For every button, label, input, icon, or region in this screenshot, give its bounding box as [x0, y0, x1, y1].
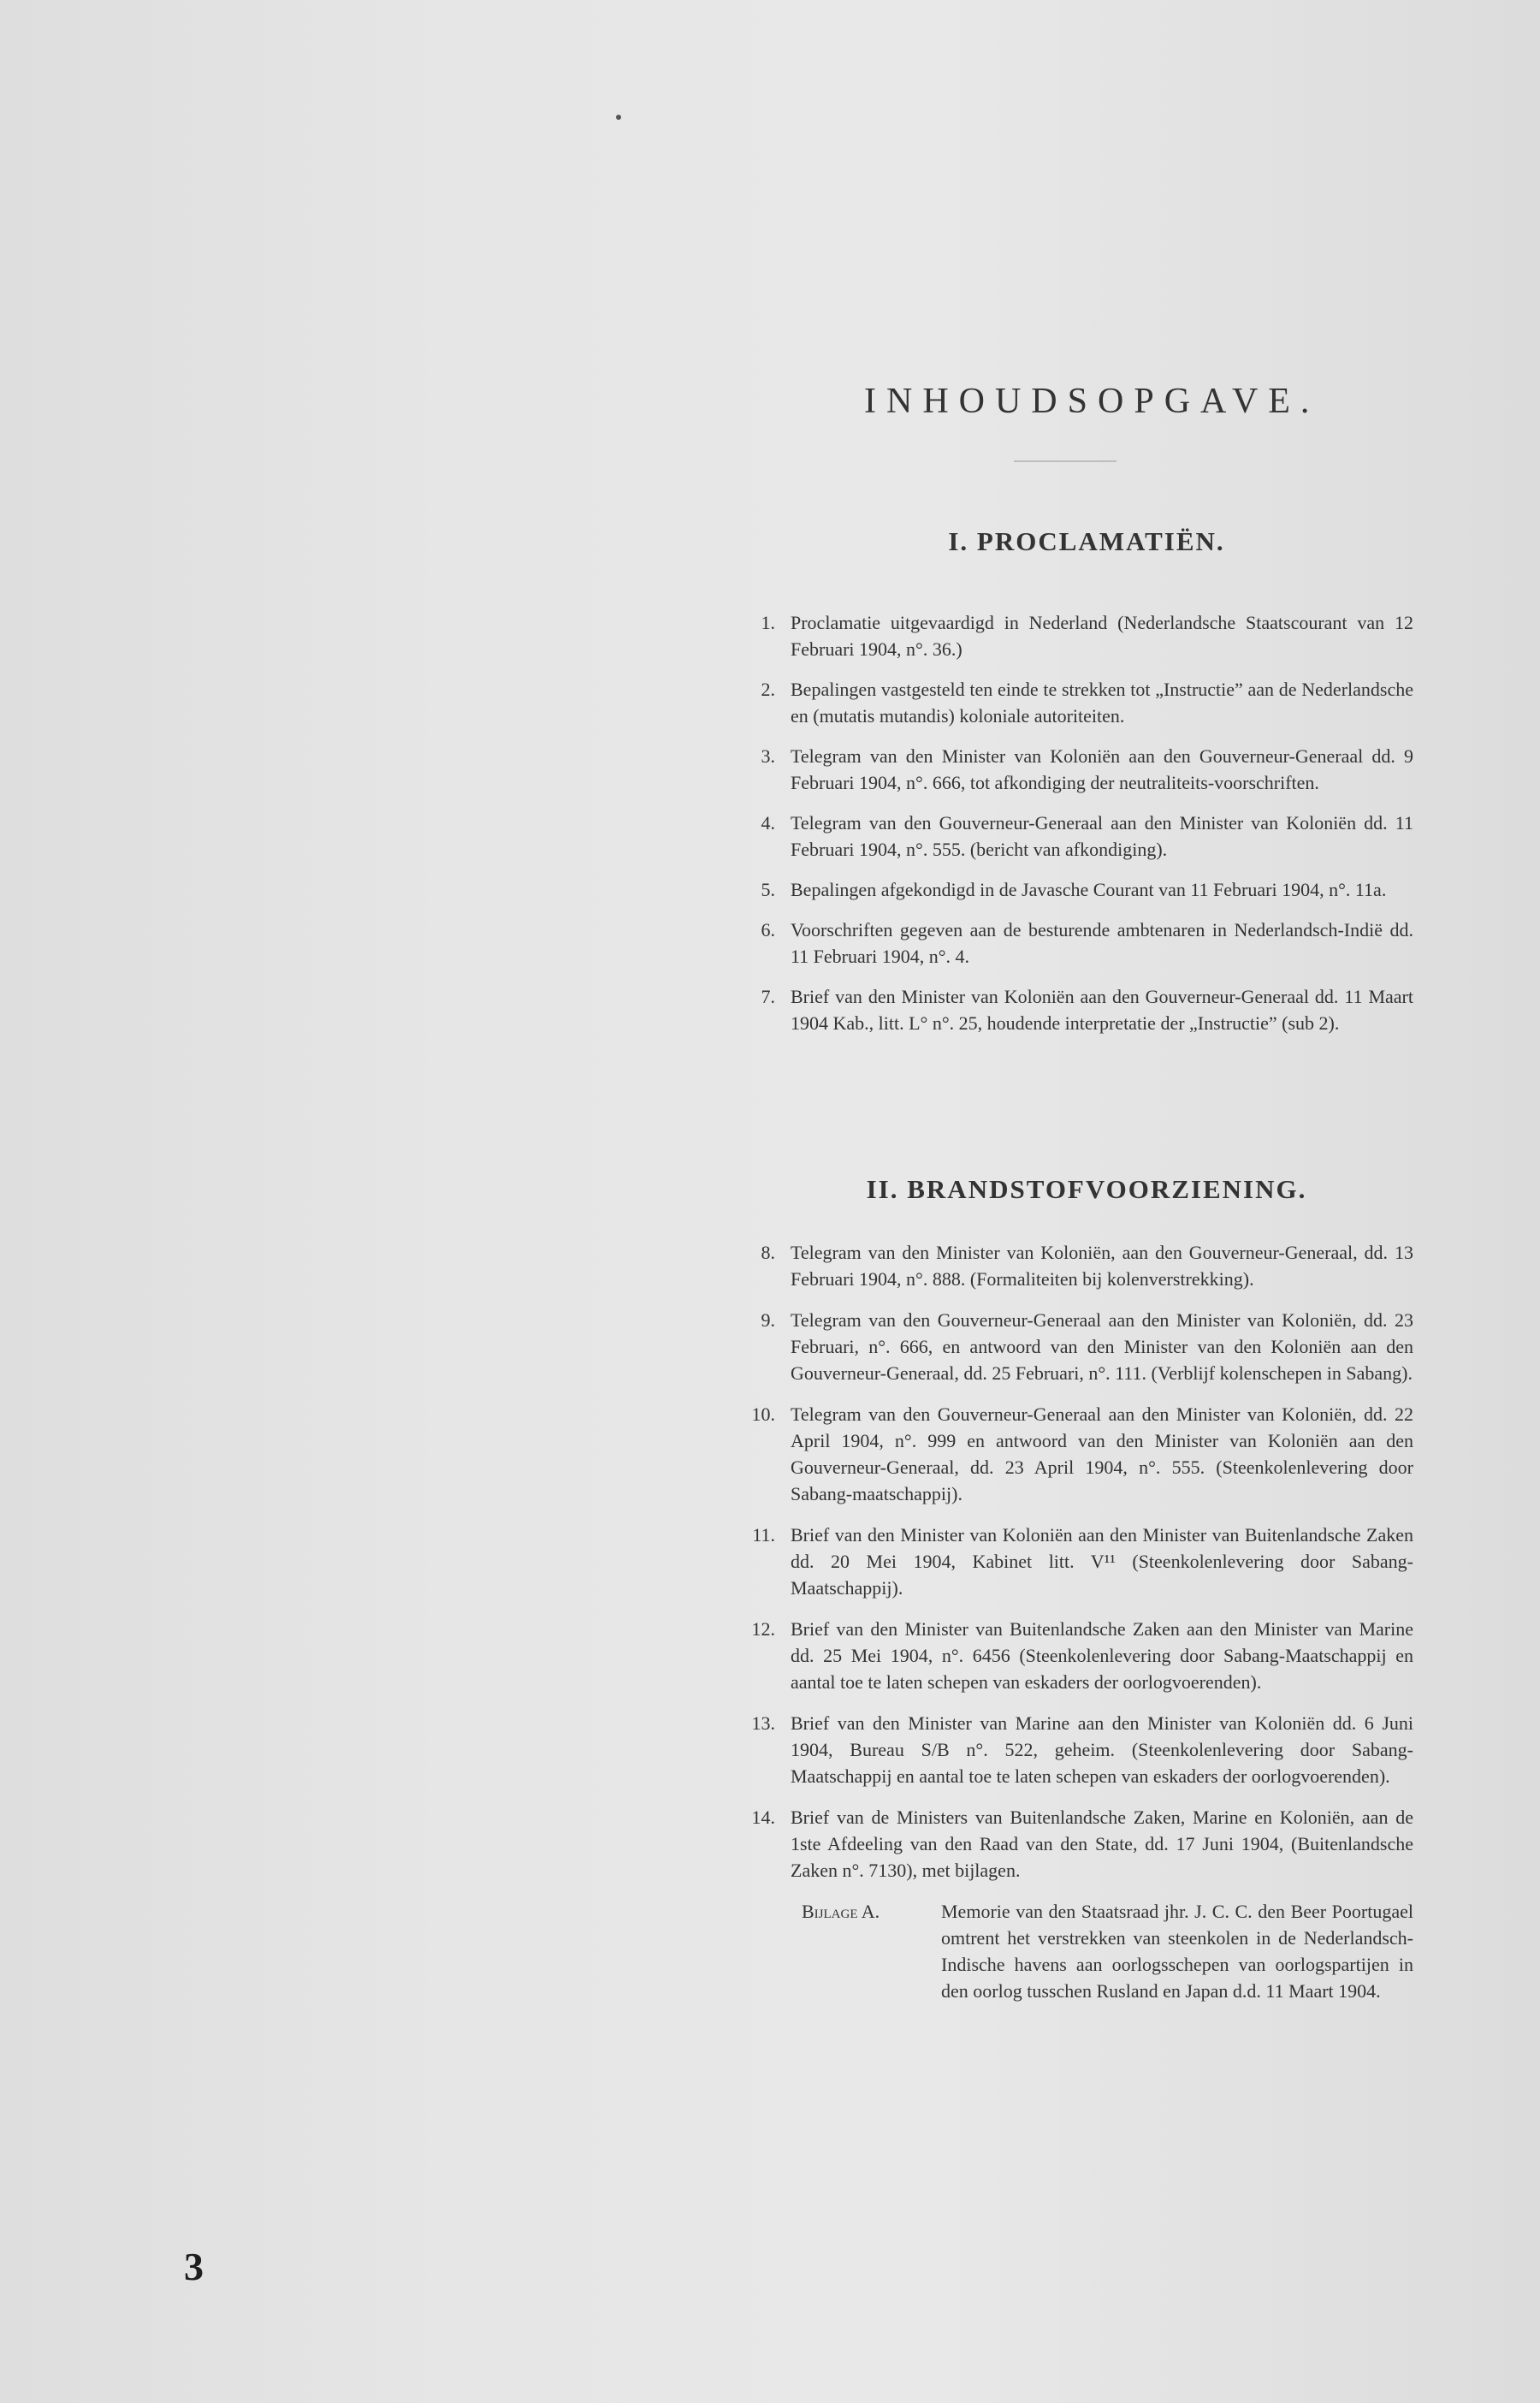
- entry-text: Brief van de Ministers van Buitenlandsche Zaken, Marine en Koloniën, aan de 1ste Afdeeling van den Raad van den State, dd. 17 Juni 1904, (Buitenlandsche Zaken n°. 7130), met bijlagen.: [791, 1807, 1413, 1881]
- entry-number: 12.: [751, 1618, 775, 1640]
- entry-text: Bepalingen vastgesteld ten einde te strekken tot „Instructie” aan de Nederlandsche en (mutatis mutandis) koloniale autoriteiten.: [791, 679, 1413, 727]
- toc-entry: [737, 1804, 1413, 1884]
- title-divider: [1014, 460, 1116, 462]
- ink-speck: [616, 115, 621, 120]
- toc-entry: [737, 810, 1413, 863]
- entry-number: 8.: [761, 1242, 775, 1263]
- entry-text: Telegram van den Gouverneur-Generaal aan den Minister van Koloniën dd. 11 Februari 1904, n°. 555. (bericht van afkondiging).: [791, 812, 1413, 860]
- section-heading-brandstofvoorziening: II. BRANDSTOFVOORZIENING.: [866, 1174, 1307, 1204]
- entry-number: 10.: [751, 1403, 775, 1425]
- page-title: INHOUDSOPGAVE.: [864, 382, 1320, 421]
- appendix-text: Memorie van den Staatsraad jhr. J. C. C. den Beer Poortugael omtrent het verstrekken van steenkolen in de Nederlandsch-Indische havens aan oorlogsschepen van oorlogspartijen in den oorlog tusschen Rusland en Japan d.d. 11 Maart 1904.: [941, 1901, 1413, 2002]
- entry-number: 7.: [761, 986, 775, 1007]
- entry-text: Telegram van den Gouverneur-Generaal aan den Minister van Koloniën, dd. 22 April 1904, n°. 999 en antwoord van den Minister van Koloniën aan den Gouverneur-Generaal, dd. 23 April 1904, n°. 555. (Steenkolenlevering door Sabang-maatschappij).: [791, 1403, 1413, 1504]
- appendix-entry: [737, 1898, 1413, 2004]
- entry-text: Brief van den Minister van Marine aan den Minister van Koloniën dd. 6 Juni 1904, Bureau S/B n°. 522, geheim. (Steenkolenlevering door Sabang-Maatschappij en aantal toe te laten schepen van eskaders der oorlogvoerenden).: [791, 1712, 1413, 1787]
- toc-entry: [737, 676, 1413, 729]
- toc-entry: [737, 1522, 1413, 1601]
- toc-entry: [737, 1239, 1413, 1292]
- entry-number: 9.: [761, 1309, 775, 1331]
- toc-entry: [737, 983, 1413, 1036]
- entry-number: 1.: [761, 612, 775, 633]
- entry-text: Brief van den Minister van Buitenlandsche Zaken aan den Minister van Marine dd. 25 Mei 1904, n°. 6456 (Steenkolenlevering door Sabang-Maatschappij en aantal toe te laten schepen van eskaders der oorlogvoerenden).: [791, 1618, 1413, 1693]
- toc-entry: [737, 1307, 1413, 1386]
- entry-number: 5.: [761, 879, 775, 900]
- entry-number: 2.: [761, 679, 775, 700]
- toc-entry: [737, 609, 1413, 662]
- entry-text: Brief van den Minister van Koloniën aan den Gouverneur-Generaal dd. 11 Maart 1904 Kab., litt. L° n°. 25, houdende interpretatie der „Instructie” (sub 2).: [791, 986, 1413, 1034]
- entry-number: 13.: [751, 1712, 775, 1734]
- appendix-label: Bijlage A.: [802, 1901, 880, 1922]
- entry-number: 6.: [761, 919, 775, 940]
- section-heading-proclamatien: I. PROCLAMATIËN.: [948, 526, 1225, 556]
- entry-number: 3.: [761, 745, 775, 767]
- entry-number: 4.: [761, 812, 775, 834]
- toc-entry: [737, 1710, 1413, 1789]
- toc-entry: [737, 1401, 1413, 1507]
- page-number: 3: [184, 2245, 204, 2288]
- entry-text: Telegram van den Minister van Koloniën, aan den Gouverneur-Generaal, dd. 13 Februari 1904, n°. 888. (Formaliteiten bij kolenverstrekking).: [791, 1242, 1413, 1290]
- section-2-entries: [737, 1239, 1413, 2004]
- section-1-entries: [737, 609, 1413, 1050]
- toc-entry: [737, 876, 1413, 903]
- entry-text: Brief van den Minister van Koloniën aan den Minister van Buitenlandsche Zaken dd. 20 Mei 1904, Kabinet litt. V¹¹ (Steenkolenlevering door Sabang-Maatschappij).: [791, 1524, 1413, 1599]
- entry-text: Bepalingen afgekondigd in de Javasche Courant van 11 Februari 1904, n°. 11a.: [791, 879, 1387, 900]
- toc-entry: [737, 743, 1413, 796]
- entry-number: 11.: [752, 1524, 775, 1546]
- toc-entry: [737, 917, 1413, 970]
- entry-text: Telegram van den Gouverneur-Generaal aan den Minister van Koloniën, dd. 23 Februari, n°. 666, en antwoord van den Minister van den Koloniën aan den Gouverneur-Generaal, dd. 25 Februari, n°. 111. (Verblijf kolenschepen in Sabang).: [791, 1309, 1413, 1384]
- entry-text: Proclamatie uitgevaardigd in Nederland (Nederlandsche Staatscourant van 12 Februari 1904, n°. 36.): [791, 612, 1413, 660]
- toc-entry: [737, 1616, 1413, 1695]
- entry-text: Telegram van den Minister van Koloniën aan den Gouverneur-Generaal dd. 9 Februari 1904, n°. 666, tot afkondiging der neutraliteits-voorschriften.: [791, 745, 1413, 793]
- entry-text: Voorschriften gegeven aan de besturende ambtenaren in Nederlandsch-Indië dd. 11 Februari 1904, n°. 4.: [791, 919, 1413, 967]
- entry-number: 14.: [751, 1807, 775, 1828]
